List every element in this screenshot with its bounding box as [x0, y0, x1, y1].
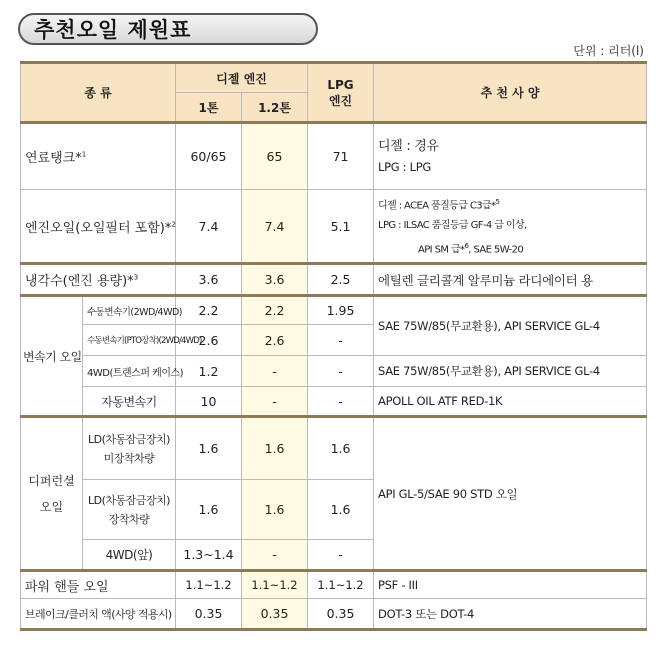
diff-ldyes-label: LD(차동잠금장치) 장착차량 [83, 480, 176, 540]
table-row [21, 264, 647, 296]
trans-auto-ton12: - [242, 387, 308, 417]
header-kind: 종 류 [21, 63, 176, 123]
power-lpg: 1.1~1.2 [308, 571, 374, 599]
power-recommend: PSF - III [374, 571, 647, 599]
table-row [21, 190, 647, 264]
diff-front-lpg: - [308, 540, 374, 571]
trans-transfer-label: 4WD(트랜스퍼 케이스) [83, 356, 176, 387]
engine-ton1: 7.4 [176, 190, 242, 264]
table-row [21, 123, 647, 190]
brake-recommend: DOT-3 또는 DOT-4 [374, 599, 647, 630]
trans-manual-label: 수동변속기(2WD/4WD) [83, 296, 176, 325]
diff-ldno-lpg: 1.6 [308, 417, 374, 480]
table-row [21, 296, 647, 325]
coolant-lpg: 2.5 [308, 264, 374, 296]
header-recommend: 추 천 사 양 [374, 63, 647, 123]
fuel-lpg: 71 [308, 123, 374, 190]
diff-ldno-ton1: 1.6 [176, 417, 242, 480]
diff-recommend: API GL-5/SAE 90 STD 오일 [374, 417, 647, 571]
diff-front-ton12: - [242, 540, 308, 571]
table-row [21, 356, 647, 387]
engine-lpg: 5.1 [308, 190, 374, 264]
coolant-recommend: 에틸렌 글리콜계 알루미늄 라디에이터 용 [374, 264, 647, 296]
row-label-brake: 브레이크/클러치 액(사양 적용시) [21, 599, 176, 630]
table-row [21, 387, 647, 417]
engine-ton12: 7.4 [242, 190, 308, 264]
diff-ldyes-lpg: 1.6 [308, 480, 374, 540]
diff-front-label: 4WD(앞) [83, 540, 176, 571]
trans-pto-label: 수동변속기(PTO장착)(2WD/4WD) [83, 325, 176, 356]
diff-ldyes-ton12: 1.6 [242, 480, 308, 540]
fuel-ton1: 60/65 [176, 123, 242, 190]
diff-ldno-label: LD(차동잠금장치) 미장착차량 [83, 417, 176, 480]
trans-manual-ton12: 2.2 [242, 296, 308, 325]
trans-transfer-recommend: SAE 75W/85(무교환용), API SERVICE GL-4 [374, 356, 647, 387]
row-label-fuel: 연료탱크*$^1$ [21, 123, 176, 190]
row-label-coolant: 냉각수(엔진 용량)*$^3$ [21, 264, 176, 296]
trans-transfer-lpg: - [308, 356, 374, 387]
trans-transfer-ton12: - [242, 356, 308, 387]
brake-lpg: 0.35 [308, 599, 374, 630]
row-label-power: 파워 핸들 오일 [21, 571, 176, 599]
page-title: 추천오일 제원표 [18, 13, 318, 45]
trans-manual-ton1: 2.2 [176, 296, 242, 325]
header-lpg: LPG 엔진 [308, 63, 374, 123]
power-ton12: 1.1~1.2 [242, 571, 308, 599]
trans-auto-label: 자동변속기 [83, 387, 176, 417]
oil-spec-table [20, 61, 647, 631]
diff-ldyes-ton1: 1.6 [176, 480, 242, 540]
header-ton12: 1.2톤 [242, 93, 308, 123]
brake-ton12: 0.35 [242, 599, 308, 630]
trans-pto-ton1: 2.6 [176, 325, 242, 356]
engine-recommend: 디젤 : ACEA 품질등급 C3급*$^5$ LPG : ILSAC 품질등급 GF-4 급 이상, API SM 급*$^6$, SAE 5W-20 [374, 190, 647, 264]
header-ton1: 1톤 [176, 93, 242, 123]
diff-front-ton1: 1.3~1.4 [176, 540, 242, 571]
diff-ldno-ton12: 1.6 [242, 417, 308, 480]
fuel-recommend: 디젤 : 경유 LPG : LPG [374, 123, 647, 190]
row-label-engine: 엔진오일(오일필터 포함)*$^2$ [21, 190, 176, 264]
table-row [21, 599, 647, 630]
trans-pto-ton12: 2.6 [242, 325, 308, 356]
trans-auto-lpg: - [308, 387, 374, 417]
brake-ton1: 0.35 [176, 599, 242, 630]
coolant-ton1: 3.6 [176, 264, 242, 296]
trans-manual-lpg: 1.95 [308, 296, 374, 325]
header-row [21, 63, 647, 93]
unit-label: 단위 : 리터(l) [573, 44, 644, 58]
row-label-diff: 디퍼런셜 오일 [21, 417, 83, 571]
coolant-ton12: 3.6 [242, 264, 308, 296]
table-row [21, 417, 647, 480]
fuel-ton12: 65 [242, 123, 308, 190]
trans-auto-ton1: 10 [176, 387, 242, 417]
row-label-trans: 변속기 오일 [21, 296, 83, 417]
trans-manual-recommend: SAE 75W/85(무교환용), API SERVICE GL-4 [374, 296, 647, 356]
trans-auto-recommend: APOLL OIL ATF RED-1K [374, 387, 647, 417]
power-ton1: 1.1~1.2 [176, 571, 242, 599]
trans-transfer-ton1: 1.2 [176, 356, 242, 387]
header-diesel: 디젤 엔진 [176, 63, 308, 93]
table-row [21, 571, 647, 599]
trans-pto-lpg: - [308, 325, 374, 356]
